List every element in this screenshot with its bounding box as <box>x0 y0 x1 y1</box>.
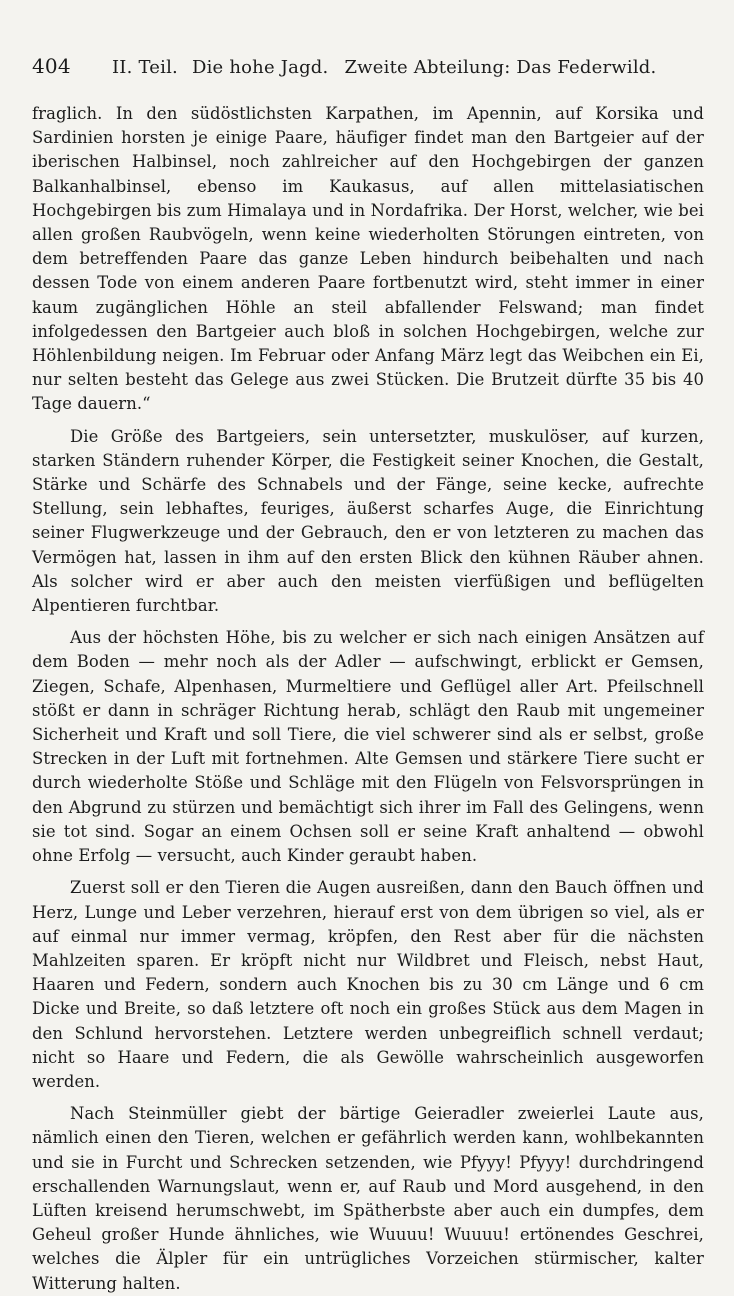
paragraph: Die Größe des Bartgeiers, sein untersetzter, muskulöser, auf kurzen, starken Ständern ruhender Körper, die Festigkeit seiner Knochen, die Gestalt, Stärke und Schärfe des Schnabels und der Fänge, seine kecke, aufrechte Stellung, sein lebhaftes, feuriges, äußerst scharfes Auge, die Einrichtung seiner Flugwerkzeuge und der Gebrauch, den er von letzteren zu machen das Vermögen hat, lassen in ihm auf den ersten Blick den kühnen Räuber ahnen. Als solcher wird er aber auch den meisten vierfüßigen und beflügelten Alpentieren furchtbar. <box>32 426 704 616</box>
paragraph: fraglich. In den südöstlichsten Karpathen, im Apennin, auf Korsika und Sardinien horsten je einige Paare, häufiger findet man den Bartgeier auf der iberischen Halbinsel, noch zahlreicher auf den Hochgebirgen der ganzen Balkanhalbinsel, ebenso im Kaukasus, auf allen mittelasiatischen Hochgebirgen bis zum Himalaya und in Nordafrika. Der Horst, welcher, wie bei allen großen Raubvögeln, wenn keine wiederholten Störungen eintreten, von dem betreffenden Paare das ganze Leben hindurch beibehalten und nach dessen Tode von einem anderen Paare fortbenutzt wird, steht immer in einer kaum zugänglichen Höhle an steil abfallender Felswand; man findet infolgedessen den Bartgeier auch bloß in solchen Hochgebirgen, welche zur Höhlenbildung neigen. Im Februar oder Anfang März legt das Weibchen ein Ei, nur selten besteht das Gelege aus zwei Stücken. Die Brutzeit dürfte 35 bis 40 Tage dauern.“ <box>32 104 704 414</box>
part-label: II. Teil. <box>112 57 178 78</box>
page-number: 404 <box>32 54 71 78</box>
paragraph: Aus der höchsten Höhe, bis zu welcher er sich nach einigen Ansätzen auf dem Boden — mehr noch als der Adler — aufschwingt, erblickt er Gemsen, Ziegen, Schafe, Alpenhasen, Murmeltiere und Geflügel aller Art. Pfeilschnell stößt er dann in schräger Richtung herab, schlägt den Raub mit ungemeiner Sicherheit und Kraft und soll Tiere, die viel schwerer sind als er selbst, große Strecken in der Luft mit fortnehmen. Alte Gemsen und stärkere Tiere sucht er durch wiederholte Stöße und Schläge mit den Flügeln von Felsvorsprüngen in den Abgrund zu stürzen und bemächtigt sich ihrer im Fall des Gelingens, wenn sie tot sind. Sogar an einem Ochsen soll er seine Kraft anhaltend — obwohl ohne Erfolg — versucht, auch Kinder geraubt haben. <box>32 628 704 866</box>
book-title: Die hohe Jagd. <box>191 57 329 78</box>
paragraph: Nach Steinmüller giebt der bärtige Geieradler zweierlei Laute aus, nämlich einen den Tieren, welchen er gefährlich werden kann, wohlbekannten und sie in Furcht und Schrecken setzenden, wie Pfyyy! Pfyyy! durchdringend erschallenden Warnungslaut, wenn er, auf Raub und Mord ausgehend, in den Lüften kreisend herumschwebt, im Spätherbste aber auch ein dumpfes, dem Geheul großer Hunde ähnliches, wie Wuuuu! Wuuuu! ertönendes Geschrei, welches die Älpler für ein untrügliches Vorzeichen stürmischer, kalter Witterung halten. <box>32 1104 704 1293</box>
running-head <box>32 54 704 78</box>
section-title: Zweite Abteilung: Das Federwild. <box>344 57 657 78</box>
paragraph: Zuerst soll er den Tieren die Augen ausreißen, dann den Bauch öffnen und Herz, Lunge und Leber verzehren, hierauf erst von dem übrigen so viel, als er auf einmal nur immer vermag, kröpfen, den Rest aber für die nächsten Mahlzeiten sparen. Er kröpft nicht nur Wildbret und Fleisch, nebst Haut, Haaren und Federn, sondern auch Knochen bis zu 30 cm Länge und 6 cm Dicke und Breite, so daß letztere oft noch ein großes Stück aus dem Magen in den Schlund hervorstehen. Letztere werden unbegreiflich schnell verdaut; nicht so Haare und Federn, die als Gewölle wahrscheinlich ausgeworfen werden. <box>32 878 704 1091</box>
body-text <box>32 102 704 1296</box>
